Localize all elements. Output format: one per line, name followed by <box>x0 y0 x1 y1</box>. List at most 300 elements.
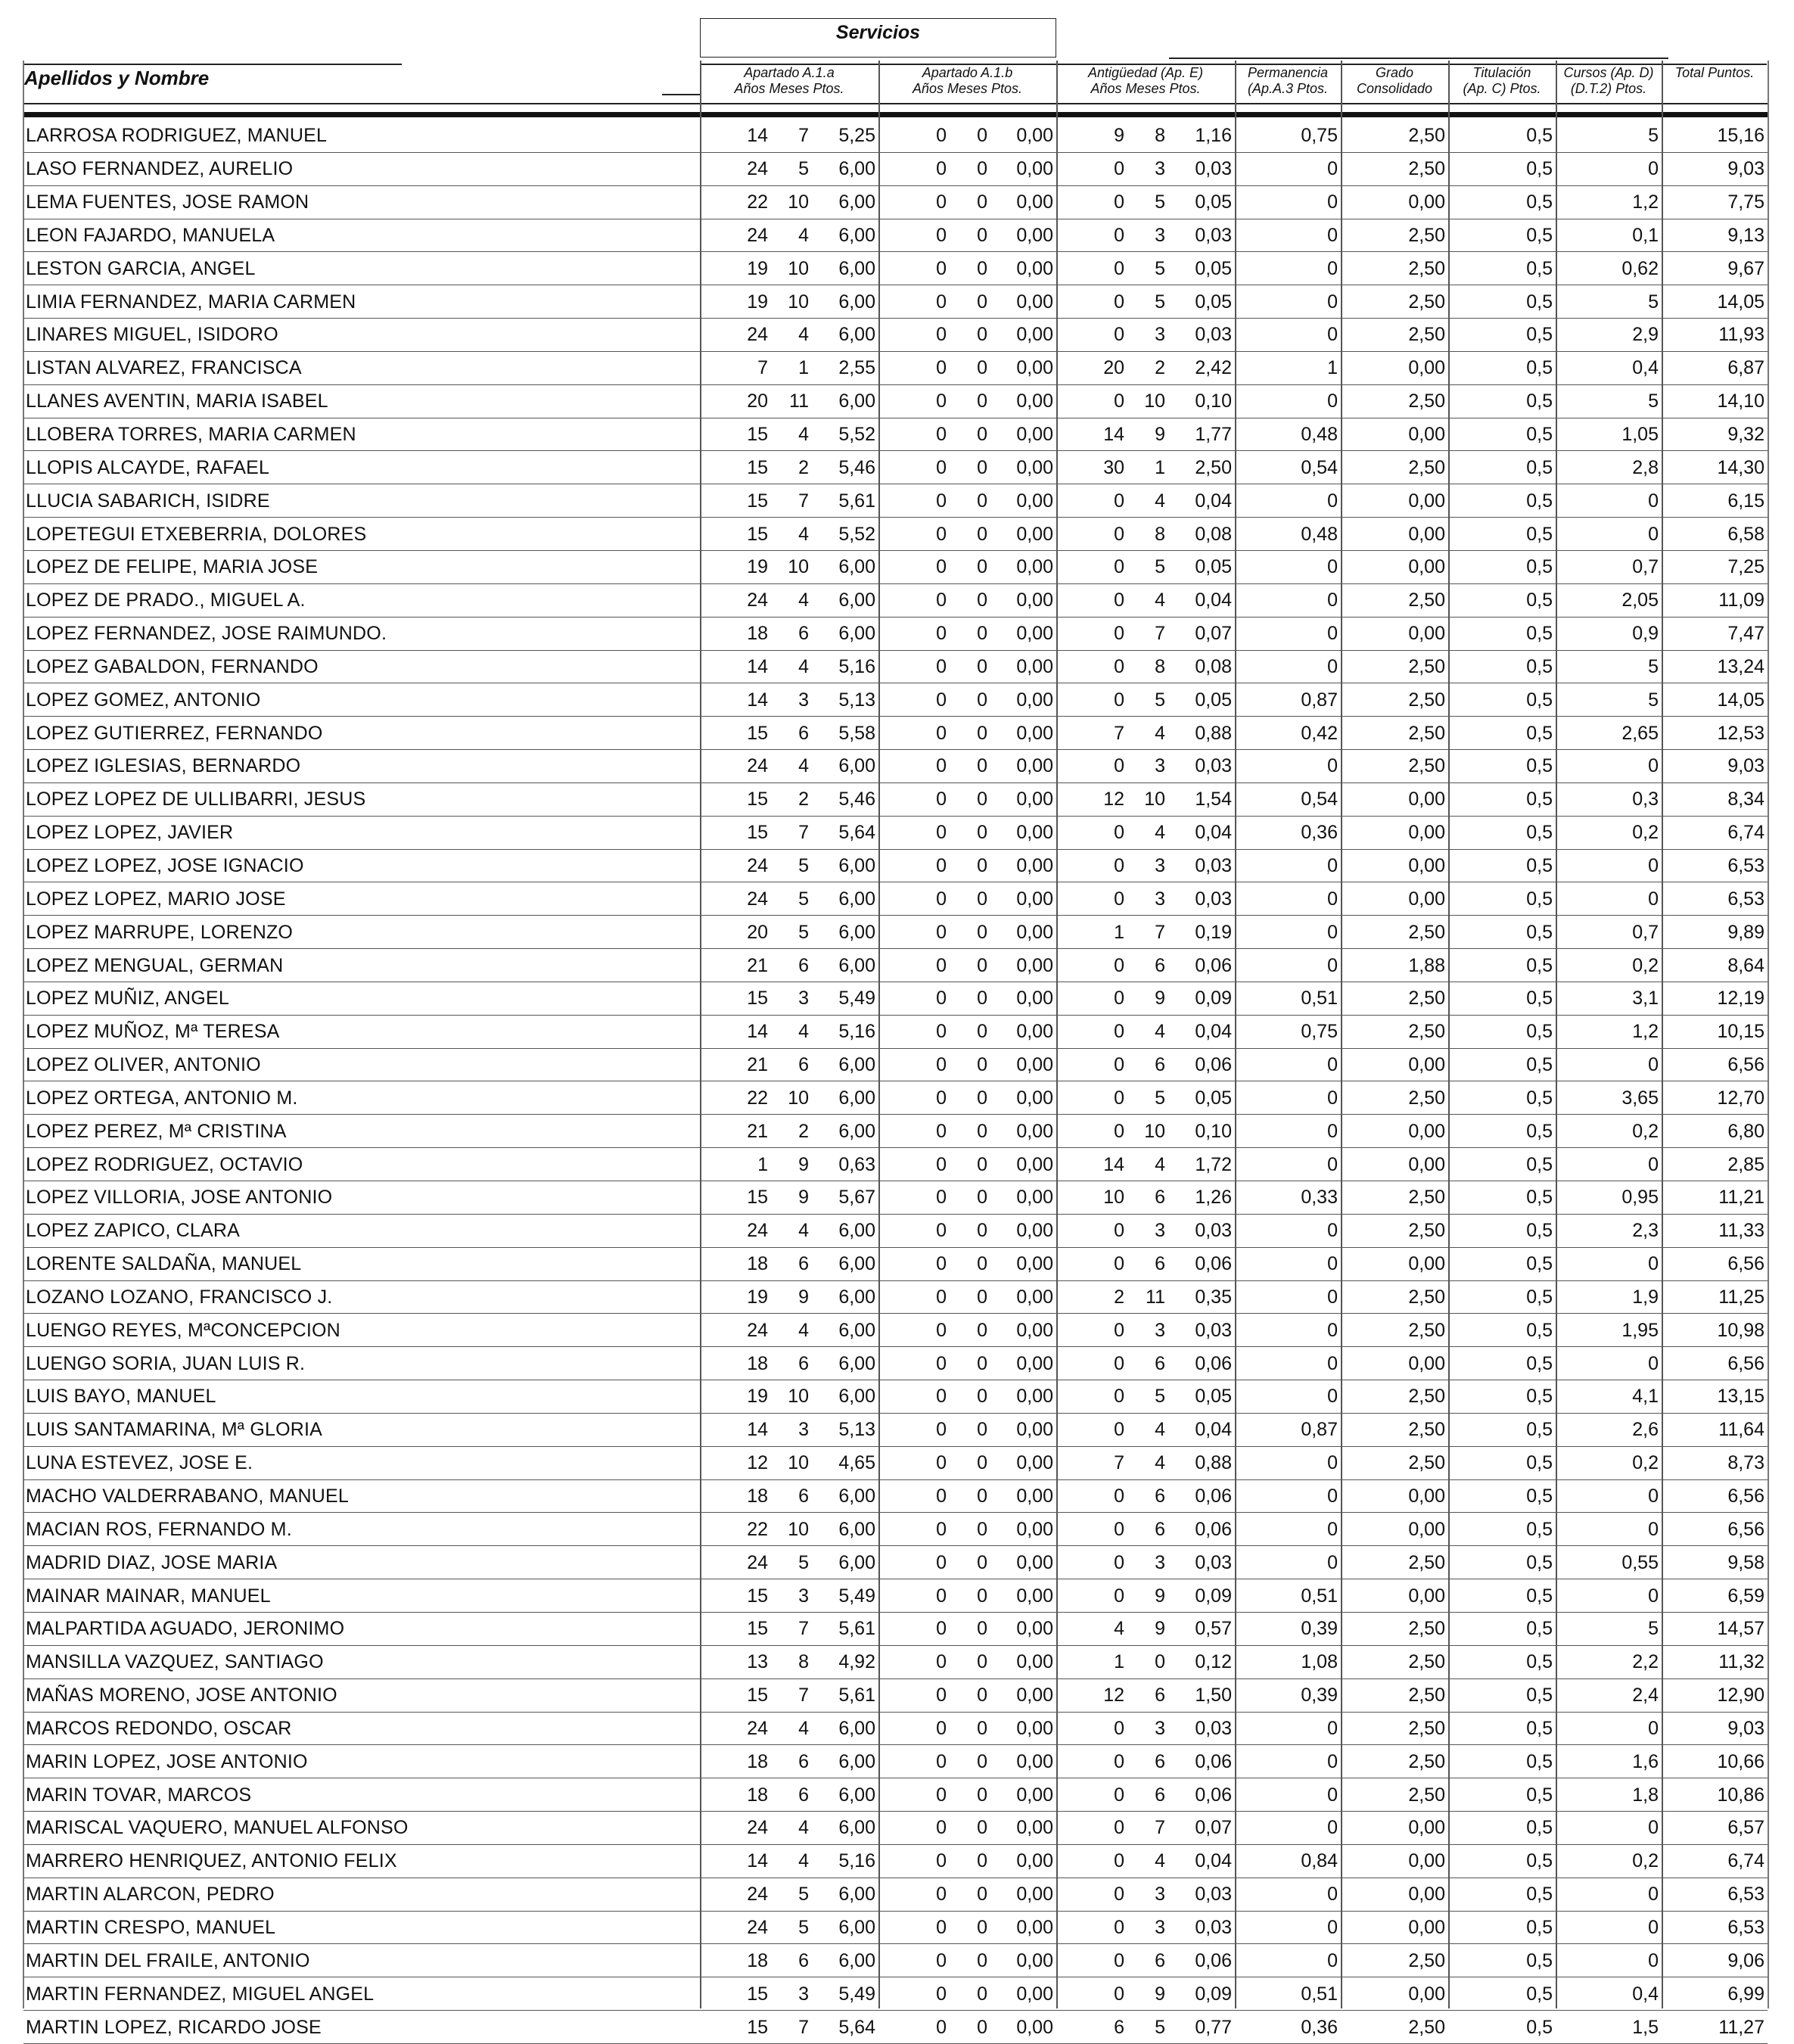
cell-antig-years: 0 <box>1056 750 1127 783</box>
cell-a1a-points: 6,00 <box>812 617 878 650</box>
cell-cursos: 0,62 <box>1556 252 1662 285</box>
cell-name: LOPEZ RODRIGUEZ, OCTAVIO <box>23 1148 700 1181</box>
cell-a1a-months: 4 <box>771 418 812 451</box>
cell-a1a-months: 3 <box>771 1413 812 1446</box>
cell-name: LOPEZ LOPEZ, JAVIER <box>23 816 700 849</box>
cell-a1a-months: 6 <box>771 617 812 650</box>
cell-a1a-months: 5 <box>771 916 812 949</box>
cell-antig-points: 0,03 <box>1168 1546 1235 1579</box>
table-row <box>23 1479 1768 1513</box>
cell-a1a-points: 6,00 <box>812 1745 878 1778</box>
cell-antig-years: 1 <box>1056 916 1127 949</box>
cell-a1b-points: 0,00 <box>990 451 1056 484</box>
cell-grado: 2,50 <box>1341 583 1448 617</box>
cell-a1b-years: 0 <box>878 1314 950 1347</box>
cell-cursos: 0 <box>1556 1347 1662 1380</box>
cell-antig-points: 0,06 <box>1168 1745 1235 1778</box>
cell-cursos: 0 <box>1556 1878 1662 1911</box>
cell-total: 6,99 <box>1662 1977 1768 2011</box>
cell-antig-points: 0,19 <box>1168 916 1235 949</box>
cell-antig-months: 6 <box>1127 1745 1168 1778</box>
cell-name: LOPEZ MARRUPE, LORENZO <box>23 916 700 949</box>
cell-titulacion: 0,5 <box>1448 252 1556 285</box>
cell-a1b-points: 0,00 <box>990 1280 1056 1314</box>
cell-a1b-points: 0,00 <box>990 882 1056 916</box>
cell-titulacion: 0,5 <box>1448 1081 1556 1115</box>
cell-a1b-years: 0 <box>878 949 950 982</box>
table-top-bar <box>23 112 1768 117</box>
cell-cursos: 5 <box>1556 1612 1662 1645</box>
cell-name: MAÑAS MORENO, JOSE ANTONIO <box>23 1678 700 1712</box>
cell-antig-months: 4 <box>1127 717 1168 750</box>
cell-antig-months: 4 <box>1127 1148 1168 1181</box>
cell-total: 10,66 <box>1662 1745 1768 1778</box>
cell-antig-years: 0 <box>1056 1546 1127 1579</box>
cell-antig-years: 0 <box>1056 849 1127 882</box>
cell-name: MADRID DIAZ, JOSE MARIA <box>23 1546 700 1579</box>
cell-name: LOPEZ IGLESIAS, BERNARDO <box>23 750 700 783</box>
cell-permanencia: 0,48 <box>1235 418 1341 451</box>
cell-a1b-years: 0 <box>878 1712 950 1745</box>
cell-grado: 2,50 <box>1341 1546 1448 1579</box>
cell-antig-months: 6 <box>1127 949 1168 982</box>
cell-antig-points: 0,77 <box>1168 2011 1235 2044</box>
cell-antig-points: 0,06 <box>1168 1479 1235 1513</box>
cell-a1b-points: 0,00 <box>990 1778 1056 1812</box>
cell-a1a-years: 12 <box>700 1446 771 1479</box>
cell-a1b-months: 0 <box>950 583 990 617</box>
cell-antig-points: 0,04 <box>1168 1413 1235 1446</box>
cell-cursos: 0 <box>1556 1247 1662 1280</box>
cell-a1b-points: 0,00 <box>990 1878 1056 1911</box>
table-row <box>23 683 1768 717</box>
table-row <box>23 1977 1768 2011</box>
cell-cursos: 5 <box>1556 650 1662 683</box>
table-row <box>23 384 1768 418</box>
cell-a1b-years: 0 <box>878 1944 950 1977</box>
cell-grado: 0,00 <box>1341 518 1448 551</box>
cell-a1b-months: 0 <box>950 518 990 551</box>
cell-antig-points: 0,12 <box>1168 1645 1235 1678</box>
cell-a1b-points: 0,00 <box>990 1314 1056 1347</box>
cell-titulacion: 0,5 <box>1448 1546 1556 1579</box>
cell-grado: 2,50 <box>1341 451 1448 484</box>
cell-permanencia: 0 <box>1235 1148 1341 1181</box>
cell-name: MARRERO HENRIQUEZ, ANTONIO FELIX <box>23 1844 700 1878</box>
cell-cursos: 0 <box>1556 1579 1662 1613</box>
cell-antig-years: 0 <box>1056 1844 1127 1878</box>
cell-a1b-months: 0 <box>950 1081 990 1115</box>
cell-titulacion: 0,5 <box>1448 185 1556 219</box>
cell-titulacion: 0,5 <box>1448 1579 1556 1613</box>
cell-permanencia: 0 <box>1235 252 1341 285</box>
header-left-rule <box>23 64 402 65</box>
cell-a1b-months: 0 <box>950 1911 990 1944</box>
cell-a1a-months: 5 <box>771 882 812 916</box>
cell-cursos: 0,2 <box>1556 1844 1662 1878</box>
cell-antig-points: 0,05 <box>1168 683 1235 717</box>
cell-permanencia: 0 <box>1235 1115 1341 1148</box>
table-row <box>23 1015 1768 1048</box>
table-row <box>23 1712 1768 1745</box>
cell-antig-months: 6 <box>1127 1944 1168 1977</box>
cell-cursos: 0 <box>1556 1148 1662 1181</box>
cell-a1a-points: 5,16 <box>812 1015 878 1048</box>
cell-a1b-points: 0,00 <box>990 2011 1056 2044</box>
cell-cursos: 5 <box>1556 120 1662 152</box>
cell-antig-years: 0 <box>1056 518 1127 551</box>
cell-antig-years: 0 <box>1056 949 1127 982</box>
cell-titulacion: 0,5 <box>1448 384 1556 418</box>
cell-name: LLANES AVENTIN, MARIA ISABEL <box>23 384 700 418</box>
cell-a1b-months: 0 <box>950 219 990 252</box>
cell-titulacion: 0,5 <box>1448 1148 1556 1181</box>
cell-antig-months: 3 <box>1127 319 1168 352</box>
header-titul-title: Titulación <box>1472 65 1531 80</box>
cell-a1b-years: 0 <box>878 849 950 882</box>
cell-antig-points: 1,54 <box>1168 782 1235 816</box>
cell-antig-years: 0 <box>1056 1081 1127 1115</box>
cell-titulacion: 0,5 <box>1448 451 1556 484</box>
cell-a1a-years: 24 <box>700 583 771 617</box>
cell-antig-points: 0,04 <box>1168 816 1235 849</box>
cell-a1b-years: 0 <box>878 916 950 949</box>
cell-a1b-months: 0 <box>950 351 990 384</box>
cell-antig-years: 0 <box>1056 583 1127 617</box>
cell-a1b-points: 0,00 <box>990 683 1056 717</box>
cell-total: 11,93 <box>1662 319 1768 352</box>
cell-permanencia: 0 <box>1235 1712 1341 1745</box>
cell-a1a-years: 14 <box>700 1844 771 1878</box>
cell-permanencia: 0 <box>1235 1214 1341 1247</box>
cell-a1b-years: 0 <box>878 882 950 916</box>
cell-a1a-months: 4 <box>771 1314 812 1347</box>
cell-antig-years: 0 <box>1056 219 1127 252</box>
table-row <box>23 1612 1768 1645</box>
cell-cursos: 0,7 <box>1556 550 1662 583</box>
cell-a1b-months: 0 <box>950 1115 990 1148</box>
cell-a1b-months: 0 <box>950 782 990 816</box>
cell-antig-points: 0,07 <box>1168 617 1235 650</box>
cell-titulacion: 0,5 <box>1448 1446 1556 1479</box>
table-row <box>23 252 1768 285</box>
cell-total: 9,03 <box>1662 1712 1768 1745</box>
cell-antig-points: 0,03 <box>1168 1314 1235 1347</box>
cell-antig-months: 5 <box>1127 285 1168 319</box>
cell-a1b-months: 0 <box>950 916 990 949</box>
cell-permanencia: 0 <box>1235 1380 1341 1414</box>
cell-a1a-points: 6,00 <box>812 1347 878 1380</box>
cell-a1b-months: 0 <box>950 1812 990 1845</box>
cell-a1b-years: 0 <box>878 1579 950 1613</box>
cell-permanencia: 0 <box>1235 849 1341 882</box>
cell-a1b-years: 0 <box>878 1347 950 1380</box>
table-row <box>23 1148 1768 1181</box>
cell-antig-years: 0 <box>1056 252 1127 285</box>
cell-permanencia: 0,51 <box>1235 982 1341 1015</box>
cell-antig-points: 0,57 <box>1168 1612 1235 1645</box>
cell-a1a-months: 3 <box>771 683 812 717</box>
cell-name: MANSILLA VAZQUEZ, SANTIAGO <box>23 1645 700 1678</box>
cell-a1a-points: 5,58 <box>812 717 878 750</box>
cell-a1a-years: 15 <box>700 1977 771 2011</box>
column-header-titulacion <box>1448 65 1556 103</box>
cell-cursos: 0,2 <box>1556 949 1662 982</box>
table-row <box>23 1081 1768 1115</box>
cell-antig-months: 7 <box>1127 1812 1168 1845</box>
cell-antig-months: 3 <box>1127 1314 1168 1347</box>
cell-total: 6,87 <box>1662 351 1768 384</box>
cell-permanencia: 0,33 <box>1235 1181 1341 1215</box>
table-row <box>23 1944 1768 1977</box>
cell-antig-years: 0 <box>1056 650 1127 683</box>
cell-a1a-years: 24 <box>700 1214 771 1247</box>
cell-a1b-months: 0 <box>950 982 990 1015</box>
cell-antig-months: 2 <box>1127 351 1168 384</box>
cell-a1b-years: 0 <box>878 1214 950 1247</box>
cell-a1a-months: 7 <box>771 816 812 849</box>
cell-total: 2,85 <box>1662 1148 1768 1181</box>
cell-a1b-points: 0,00 <box>990 252 1056 285</box>
cell-a1a-years: 22 <box>700 185 771 219</box>
cell-a1a-months: 2 <box>771 782 812 816</box>
cell-total: 6,80 <box>1662 1115 1768 1148</box>
cell-a1b-months: 0 <box>950 1579 990 1613</box>
cell-antig-years: 7 <box>1056 1446 1127 1479</box>
cell-antig-points: 0,05 <box>1168 285 1235 319</box>
table-row <box>23 1778 1768 1812</box>
cell-a1b-points: 0,00 <box>990 285 1056 319</box>
cell-a1b-points: 0,00 <box>990 1911 1056 1944</box>
cell-a1b-months: 0 <box>950 1413 990 1446</box>
cell-cursos: 1,5 <box>1556 2011 1662 2044</box>
cell-name: MALPARTIDA AGUADO, JERONIMO <box>23 1612 700 1645</box>
cell-a1b-points: 0,00 <box>990 1678 1056 1712</box>
cell-a1b-months: 0 <box>950 120 990 152</box>
cell-permanencia: 0 <box>1235 583 1341 617</box>
cell-a1a-months: 3 <box>771 1579 812 1613</box>
cell-a1b-months: 0 <box>950 451 990 484</box>
cell-a1b-points: 0,00 <box>990 750 1056 783</box>
cell-total: 9,67 <box>1662 252 1768 285</box>
cell-a1b-points: 0,00 <box>990 1977 1056 2011</box>
header-perm-sub: (Ap.A.3 Ptos. <box>1247 81 1329 96</box>
cell-a1a-months: 7 <box>771 1612 812 1645</box>
cell-a1a-months: 10 <box>771 252 812 285</box>
cell-antig-points: 0,06 <box>1168 1944 1235 1977</box>
cell-a1a-points: 6,00 <box>812 916 878 949</box>
cell-a1b-years: 0 <box>878 650 950 683</box>
cell-a1b-months: 0 <box>950 484 990 518</box>
cell-a1b-months: 0 <box>950 185 990 219</box>
table-row <box>23 1546 1768 1579</box>
table-row <box>23 1446 1768 1479</box>
cell-antig-months: 4 <box>1127 1015 1168 1048</box>
cell-titulacion: 0,5 <box>1448 1878 1556 1911</box>
cell-antig-years: 0 <box>1056 1579 1127 1613</box>
cell-antig-years: 2 <box>1056 1280 1127 1314</box>
cell-titulacion: 0,5 <box>1448 285 1556 319</box>
cell-grado: 2,50 <box>1341 219 1448 252</box>
cell-a1a-months: 4 <box>771 583 812 617</box>
cell-a1b-years: 0 <box>878 1081 950 1115</box>
cell-a1b-points: 0,00 <box>990 219 1056 252</box>
cell-a1a-years: 15 <box>700 451 771 484</box>
cell-total: 6,53 <box>1662 882 1768 916</box>
cell-permanencia: 0 <box>1235 1479 1341 1513</box>
table-row <box>23 1878 1768 1911</box>
cell-a1a-months: 5 <box>771 849 812 882</box>
cell-total: 11,09 <box>1662 583 1768 617</box>
cell-grado: 2,50 <box>1341 1314 1448 1347</box>
cell-cursos: 0 <box>1556 1712 1662 1745</box>
cell-a1b-years: 0 <box>878 1015 950 1048</box>
cell-antig-points: 0,09 <box>1168 1579 1235 1613</box>
cell-antig-points: 0,03 <box>1168 882 1235 916</box>
cell-a1a-months: 4 <box>771 319 812 352</box>
cell-cursos: 4,1 <box>1556 1380 1662 1414</box>
cell-antig-years: 0 <box>1056 1413 1127 1446</box>
cell-a1a-points: 6,00 <box>812 285 878 319</box>
cell-permanencia: 0,54 <box>1235 451 1341 484</box>
cell-antig-points: 0,03 <box>1168 1911 1235 1944</box>
cell-permanencia: 0 <box>1235 1911 1341 1944</box>
cell-grado: 0,00 <box>1341 849 1448 882</box>
cell-name: LUIS BAYO, MANUEL <box>23 1380 700 1414</box>
cell-a1b-months: 0 <box>950 1778 990 1812</box>
cell-a1b-years: 0 <box>878 152 950 185</box>
cell-antig-months: 6 <box>1127 1778 1168 1812</box>
cell-antig-years: 20 <box>1056 351 1127 384</box>
cell-antig-months: 5 <box>1127 1081 1168 1115</box>
cell-a1a-points: 6,00 <box>812 750 878 783</box>
cell-a1a-years: 14 <box>700 1413 771 1446</box>
cell-a1b-points: 0,00 <box>990 1745 1056 1778</box>
cell-a1a-months: 7 <box>771 120 812 152</box>
header-cursos-sub: (D.T.2) Ptos. <box>1570 81 1647 96</box>
cell-grado: 0,00 <box>1341 351 1448 384</box>
cell-a1b-years: 0 <box>878 2011 950 2044</box>
cell-a1b-months: 0 <box>950 152 990 185</box>
cell-total: 9,03 <box>1662 750 1768 783</box>
cell-antig-points: 0,08 <box>1168 650 1235 683</box>
cell-cursos: 0,2 <box>1556 1446 1662 1479</box>
cell-total: 6,56 <box>1662 1513 1768 1546</box>
cell-permanencia: 0 <box>1235 1048 1341 1081</box>
cell-antig-months: 3 <box>1127 1546 1168 1579</box>
cell-a1a-years: 19 <box>700 285 771 319</box>
cell-a1b-points: 0,00 <box>990 816 1056 849</box>
cell-cursos: 0 <box>1556 1812 1662 1845</box>
cell-titulacion: 0,5 <box>1448 2011 1556 2044</box>
cell-name: LLOBERA TORRES, MARIA CARMEN <box>23 418 700 451</box>
cell-total: 13,24 <box>1662 650 1768 683</box>
cell-antig-months: 3 <box>1127 1214 1168 1247</box>
cell-cursos: 0 <box>1556 484 1662 518</box>
cell-a1b-points: 0,00 <box>990 1812 1056 1845</box>
header-bottom-rule <box>23 103 1768 104</box>
cell-titulacion: 0,5 <box>1448 1347 1556 1380</box>
cell-total: 8,34 <box>1662 782 1768 816</box>
cell-permanencia: 0 <box>1235 1778 1341 1812</box>
cell-antig-points: 0,05 <box>1168 1380 1235 1414</box>
table-row <box>23 451 1768 484</box>
cell-cursos: 0 <box>1556 1911 1662 1944</box>
cell-a1a-years: 18 <box>700 1944 771 1977</box>
cell-a1b-months: 0 <box>950 1148 990 1181</box>
cell-a1a-years: 15 <box>700 484 771 518</box>
cell-a1b-months: 0 <box>950 1048 990 1081</box>
cell-antig-months: 7 <box>1127 916 1168 949</box>
cell-a1a-points: 6,00 <box>812 1314 878 1347</box>
cell-name: LUNA ESTEVEZ, JOSE E. <box>23 1446 700 1479</box>
header-antig-sub: Años Meses Ptos. <box>1090 81 1201 96</box>
cell-antig-years: 4 <box>1056 1612 1127 1645</box>
cell-name: LOPEZ DE FELIPE, MARIA JOSE <box>23 550 700 583</box>
cell-a1a-points: 5,46 <box>812 451 878 484</box>
cell-antig-months: 3 <box>1127 882 1168 916</box>
cell-a1b-points: 0,00 <box>990 1546 1056 1579</box>
cell-a1b-points: 0,00 <box>990 1579 1056 1613</box>
cell-antig-points: 0,06 <box>1168 1247 1235 1280</box>
cell-antig-years: 0 <box>1056 1812 1127 1845</box>
cell-name: MARISCAL VAQUERO, MANUEL ALFONSO <box>23 1812 700 1845</box>
cell-titulacion: 0,5 <box>1448 1015 1556 1048</box>
cell-titulacion: 0,5 <box>1448 916 1556 949</box>
cell-antig-points: 0,06 <box>1168 1347 1235 1380</box>
cell-a1a-points: 5,52 <box>812 418 878 451</box>
cell-antig-years: 12 <box>1056 782 1127 816</box>
cell-a1a-points: 6,00 <box>812 1878 878 1911</box>
cell-grado: 0,00 <box>1341 1247 1448 1280</box>
cell-antig-points: 0,09 <box>1168 1977 1235 2011</box>
cell-antig-years: 0 <box>1056 1878 1127 1911</box>
cell-grado: 0,00 <box>1341 1479 1448 1513</box>
cell-a1a-years: 24 <box>700 849 771 882</box>
cell-total: 6,56 <box>1662 1048 1768 1081</box>
cell-grado: 2,50 <box>1341 152 1448 185</box>
cell-total: 7,25 <box>1662 550 1768 583</box>
cell-a1a-months: 7 <box>771 484 812 518</box>
cell-titulacion: 0,5 <box>1448 1944 1556 1977</box>
cell-a1a-points: 6,00 <box>812 583 878 617</box>
cell-a1a-years: 19 <box>700 1380 771 1414</box>
cell-a1b-years: 0 <box>878 550 950 583</box>
cell-a1a-years: 22 <box>700 1513 771 1546</box>
header-a1b-title: Apartado A.1.b <box>922 65 1013 80</box>
cell-antig-points: 0,03 <box>1168 849 1235 882</box>
cell-antig-points: 1,50 <box>1168 1678 1235 1712</box>
cell-a1a-years: 18 <box>700 1745 771 1778</box>
cell-antig-months: 9 <box>1127 982 1168 1015</box>
cell-grado: 2,50 <box>1341 120 1448 152</box>
cell-antig-points: 0,08 <box>1168 518 1235 551</box>
cell-a1a-years: 19 <box>700 550 771 583</box>
cell-a1a-months: 11 <box>771 384 812 418</box>
cell-a1b-points: 0,00 <box>990 1944 1056 1977</box>
cell-a1b-months: 0 <box>950 1712 990 1745</box>
cell-cursos: 0,55 <box>1556 1546 1662 1579</box>
cell-antig-points: 0,03 <box>1168 1712 1235 1745</box>
cell-a1a-months: 10 <box>771 1380 812 1414</box>
cell-titulacion: 0,5 <box>1448 1911 1556 1944</box>
cell-a1a-points: 4,92 <box>812 1645 878 1678</box>
cell-antig-months: 3 <box>1127 219 1168 252</box>
cell-antig-points: 2,50 <box>1168 451 1235 484</box>
cell-total: 6,74 <box>1662 816 1768 849</box>
cell-a1b-months: 0 <box>950 1944 990 1977</box>
cell-grado: 0,00 <box>1341 1911 1448 1944</box>
